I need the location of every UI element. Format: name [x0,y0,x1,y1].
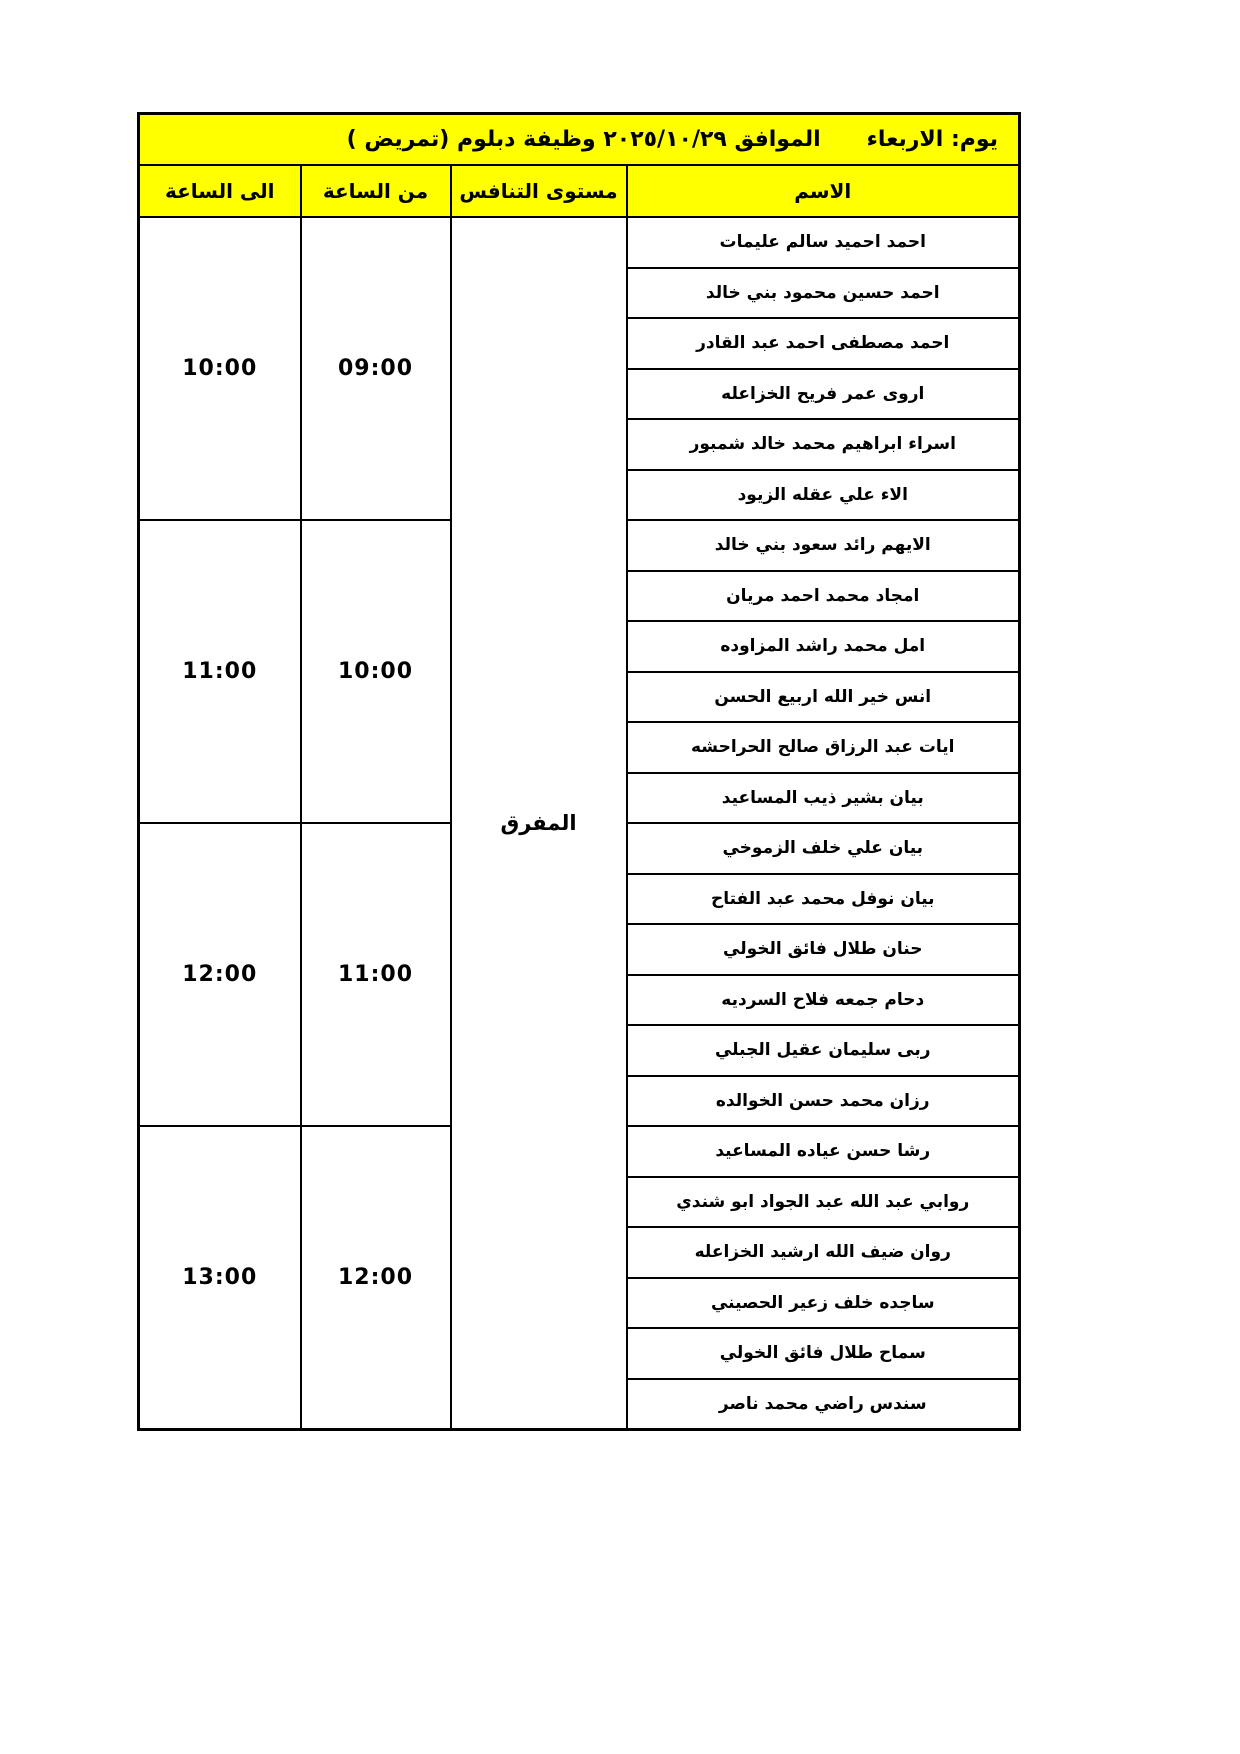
candidate-name-cell: روابي عبد الله عبد الجواد ابو شندي [627,1177,1020,1228]
candidate-name-cell: اسراء ابراهيم محمد خالد شمبور [627,419,1020,470]
candidate-name-cell: حنان طلال فائق الخولي [627,924,1020,975]
candidate-name-cell: دحام جمعه فلاح السرديه [627,975,1020,1026]
from-hour-cell: 10:00 [301,520,451,823]
candidate-name-cell: ايات عبد الرزاق صالح الحراحشه [627,722,1020,773]
candidate-name-cell: رزان محمد حسن الخوالده [627,1076,1020,1127]
candidate-name-cell: بيان نوفل محمد عبد الفتاح [627,874,1020,925]
candidate-name-cell: امجاد محمد احمد مريان [627,571,1020,622]
from-hour-cell: 09:00 [301,217,451,520]
column-header-from: من الساعة [301,165,451,217]
from-hour-cell: 11:00 [301,823,451,1126]
candidate-name-cell: الايهم رائد سعود بني خالد [627,520,1020,571]
candidate-name-cell: سماح طلال فائق الخولي [627,1328,1020,1379]
table-row [139,217,1020,268]
title-row [139,114,1020,166]
column-header-name: الاسم [627,165,1020,217]
candidate-name-cell: احمد مصطفى احمد عبد القادر [627,318,1020,369]
column-header-to: الى الساعة [139,165,301,217]
to-hour-cell: 12:00 [139,823,301,1126]
candidate-name-cell: اروى عمر فريح الخزاعله [627,369,1020,420]
schedule-table [137,112,1021,1431]
to-hour-cell: 11:00 [139,520,301,823]
column-header-row [139,165,1020,217]
candidate-name-cell: احمد احميد سالم عليمات [627,217,1020,268]
candidate-name-cell: بيان علي خلف الزموخي [627,823,1020,874]
to-hour-cell: 13:00 [139,1126,301,1429]
table-title: يوم: الاربعاء الموافق ٢٠٢٥/١٠/٢٩ وظيفة دبلوم (تمريض ) [139,114,1020,166]
column-header-level: مستوى التنافس [451,165,627,217]
candidate-name-cell: بيان بشير ذيب المساعيد [627,773,1020,824]
competition-level-cell: المفرق [451,217,627,1429]
candidate-name-cell: روان ضيف الله ارشيد الخزاعله [627,1227,1020,1278]
candidate-name-cell: رشا حسن عياده المساعيد [627,1126,1020,1177]
candidate-name-cell: ربى سليمان عقيل الجبلي [627,1025,1020,1076]
candidate-name-cell: انس خير الله اربيع الحسن [627,672,1020,723]
candidate-name-cell: امل محمد راشد المزاوده [627,621,1020,672]
to-hour-cell: 10:00 [139,217,301,520]
from-hour-cell: 12:00 [301,1126,451,1429]
candidate-name-cell: الاء علي عقله الزيود [627,470,1020,521]
candidate-name-cell: ساجده خلف زعير الحصيني [627,1278,1020,1329]
candidate-name-cell: احمد حسين محمود بني خالد [627,268,1020,319]
candidate-name-cell: سندس راضي محمد ناصر [627,1379,1020,1430]
